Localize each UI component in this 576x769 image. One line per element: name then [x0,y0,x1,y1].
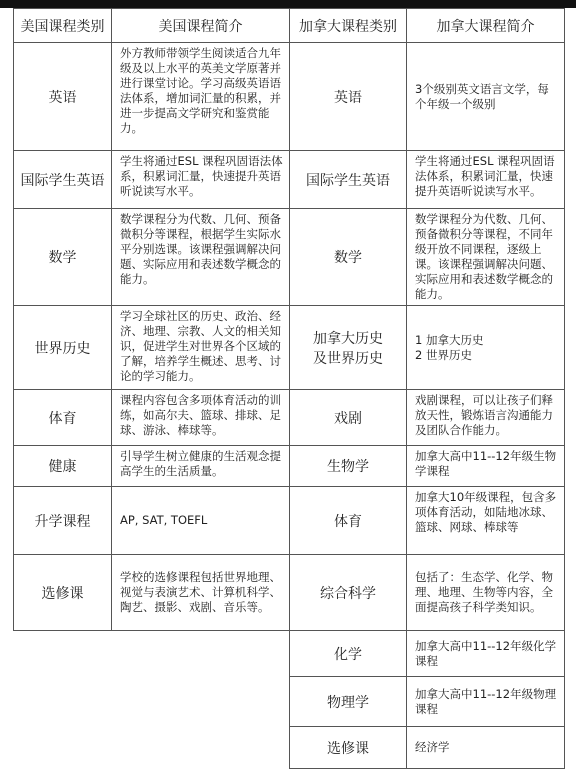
us-category-cell: 体育 [14,390,112,446]
ca-desc-cell: 学生将通过ESL 课程巩固语法体系，积累词汇量，快速提升英语听说读写水平。 [407,151,565,209]
ca-category-cell: 英语 [290,43,407,151]
ca-desc-cell: 戏剧课程，可以让孩子们释放天性，锻炼语言沟通能力及团队合作能力。 [407,390,565,446]
ca-desc-cell: 加拿大高中11--12年级化学课程 [407,631,565,677]
header-us-category: 美国课程类别 [14,9,112,43]
us-category-cell: 英语 [14,43,112,151]
table-row [14,555,565,631]
ca-desc-cell: 经济学 [407,727,565,769]
ca-desc-cell: 加拿大10年级课程，包含多项体育活动，如陆地冰球、篮球、网球、棒球等 [407,487,565,555]
ca-category-line: 及世界历史 [313,350,383,367]
us-category-cell: 选修课 [14,555,112,631]
ca-desc-line: 2 世界历史 [415,347,472,362]
ca-category-cell: 戏剧 [290,390,407,446]
table-row [14,43,565,151]
us-category-cell: 世界历史 [14,306,112,390]
us-category-cell: 国际学生英语 [14,151,112,209]
ca-category-cell: 国际学生英语 [290,151,407,209]
ca-desc-line: 1 加拿大历史 [415,332,484,347]
table-row [14,487,565,555]
ca-desc-cell [407,306,565,390]
ca-desc-cell: 数学课程分为代数、几何、预备微积分等课程，不同年级开放不同课程，逐级上课。该课程强调解决问题、实际应用和表述数学概念的能力。 [407,209,565,306]
ca-category-cell: 生物学 [290,446,407,487]
ca-category-cell: 体育 [290,487,407,555]
table-row [14,209,565,306]
header-ca-desc: 加拿大课程简介 [407,9,565,43]
ca-desc-cell: 加拿大高中11--12年级物理课程 [407,677,565,727]
ca-category-cell: 选修课 [290,727,407,769]
us-desc-cell: 课程内容包含多项体育活动的训练，如高尔夫、篮球、排球、足球、游泳、棒球等。 [112,390,290,446]
ca-desc-cell: 包括了：生态学、化学、物理、地理、生物等内容，全面提高孩子科学类知识。 [407,555,565,631]
header-row [14,9,565,43]
table-row [14,306,565,390]
header-us-desc: 美国课程简介 [112,9,290,43]
ca-category-cell: 物理学 [290,677,407,727]
us-desc-cell: AP, SAT, TOEFL [112,487,290,555]
us-desc-cell: 学习全球社区的历史、政治、经济、地理、宗教、人文的相关知识，促进学生对世界各个区域的了解，培养学生概述、思考、讨论的学习能力。 [112,306,290,390]
ca-category-cell: 综合科学 [290,555,407,631]
header-ca-category: 加拿大课程类别 [290,9,407,43]
ca-category-cell: 数学 [290,209,407,306]
us-desc-cell: 学生将通过ESL 课程巩固语法体系，积累词汇量，快速提升英语听说读写水平。 [112,151,290,209]
empty-cell [14,631,290,769]
us-category-cell: 升学课程 [14,487,112,555]
ca-category-cell: 化学 [290,631,407,677]
us-desc-cell: 数学课程分为代数、几何、预备微积分等课程，根据学生实际水平分别选课。该课程强调解决问题、实际应用和表述数学概念的能力。 [112,209,290,306]
ca-category-line: 加拿大历史 [313,330,383,347]
table-row [14,390,565,446]
ca-desc-cell: 3个级别英文语言文学，每个年级一个级别 [407,43,565,151]
us-desc-cell: 引导学生树立健康的生活观念提高学生的生活质量。 [112,446,290,487]
course-comparison-table [13,8,565,769]
us-desc-cell: 外方教师带领学生阅读适合九年级及以上水平的英美文学原著并进行课堂讨论。学习高级英语语法体系，增加词汇量的积累，并进一步提高文学研究和鉴赏能力。 [112,43,290,151]
table-row [14,446,565,487]
ca-desc-cell: 加拿大高中11--12年级生物学课程 [407,446,565,487]
table-row [14,631,565,677]
table-row [14,151,565,209]
top-bar [0,0,576,8]
us-desc-cell: 学校的选修课程包括世界地理、视觉与表演艺术、计算机科学、陶艺、摄影、戏剧、音乐等。 [112,555,290,631]
us-category-cell: 数学 [14,209,112,306]
ca-category-cell [290,306,407,390]
us-category-cell: 健康 [14,446,112,487]
